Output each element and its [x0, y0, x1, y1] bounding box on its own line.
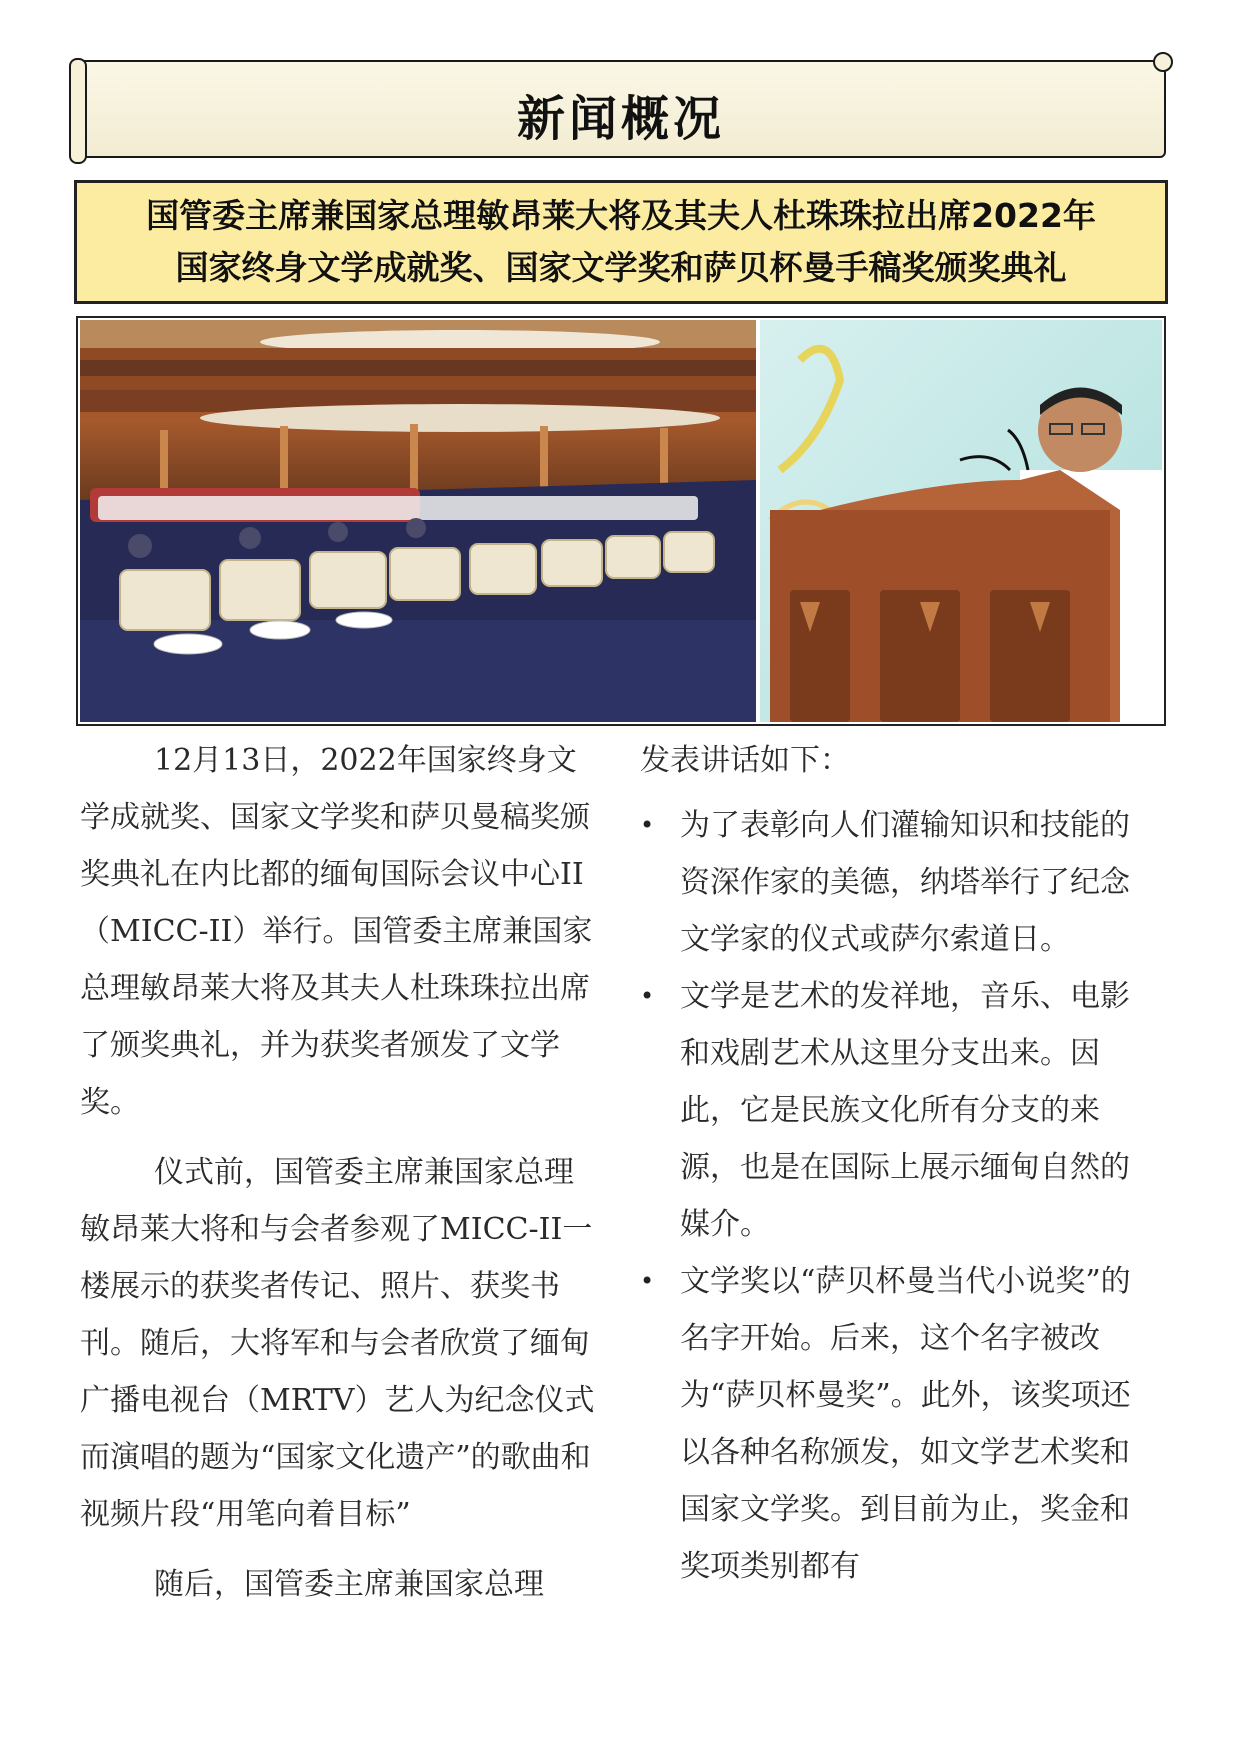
article-right-column	[640, 732, 1136, 1595]
speech-bullet-list	[640, 797, 1136, 1595]
bullet-item: • 文学是艺术的发祥地，音乐、电影和戏剧艺术从这里分支出来。因此，它是民族文化所有分支的来源，也是在国际上展示缅甸自然的媒介。	[640, 968, 1136, 1253]
paragraph-1: 12月13日，2022年国家终身文学成就奖、国家文学奖和萨贝曼稿奖颁奖典礼在内比都的缅甸国际会议中心II（MICC-II）举行。国管委主席兼国家总理敏昂莱大将及其夫人杜珠珠拉出席了颁奖典礼，并为获奖者颁发了文学奖。	[80, 743, 593, 1120]
bullet-item: • 为了表彰向人们灌输知识和技能的资深作家的美德，纳塔举行了纪念文学家的仪式或萨尔索道日。	[640, 797, 1136, 968]
speaker-illustration	[760, 320, 1162, 722]
paragraph-3: 随后，国管委主席兼国家总理	[154, 1567, 544, 1602]
headline-line-2: 国家终身文学成就奖、国家文学奖和萨贝杯曼手稿奖颁奖典礼	[175, 248, 1067, 287]
paragraph-2: 仪式前，国管委主席兼国家总理敏昂莱大将和与会者参观了MICC-II一楼展示的获奖者传记、照片、获奖书刊。随后，大将军和与会者欣赏了缅甸广播电视台（MRTV）艺人为纪念仪式而演唱的题为“国家文化遗产”的歌曲和视频片段“用笔向着目标”	[80, 1155, 595, 1532]
photo-strip	[76, 316, 1166, 726]
page-title: 新闻概况	[516, 91, 725, 147]
headline-line-1: 国管委主席兼国家总理敏昂莱大将及其夫人杜珠珠拉出席2022年	[146, 196, 1096, 235]
speech-intro: 发表讲话如下：	[640, 743, 850, 778]
page-banner	[76, 60, 1166, 158]
bullet-item: • 文学奖以“萨贝杯曼当代小说奖”的名字开始。后来，这个名字被改为“萨贝杯曼奖”。此外，该奖项还以各种名称颁发，如文学艺术奖和国家文学奖。到目前为止，奖金和奖项类别都有	[640, 1253, 1136, 1595]
headline-box	[74, 180, 1168, 304]
auditorium-illustration	[80, 320, 756, 722]
auditorium-photo	[80, 320, 756, 722]
speaker-photo	[760, 320, 1162, 722]
article-left-column	[80, 732, 600, 1613]
